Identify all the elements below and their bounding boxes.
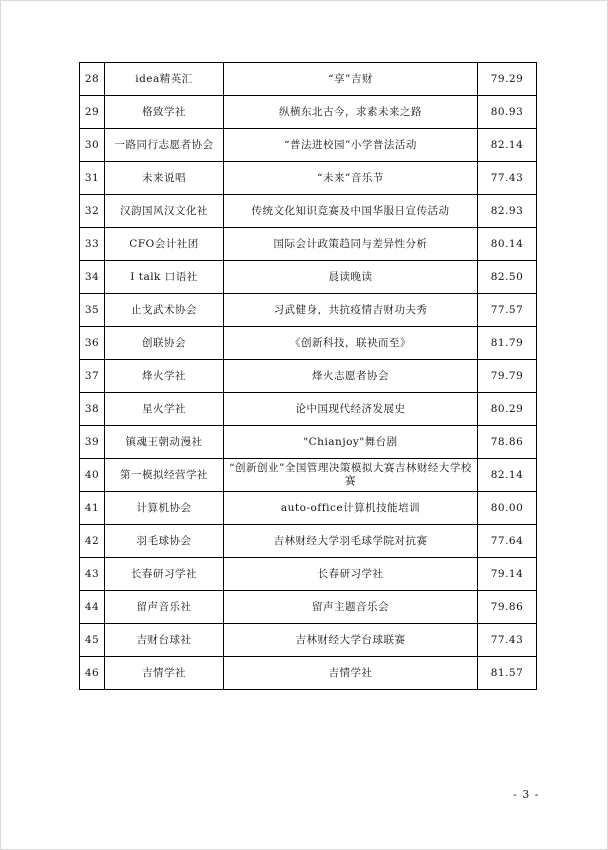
table-row	[80, 294, 537, 327]
row-number-cell: 30	[80, 129, 105, 162]
row-number-cell: 34	[80, 261, 105, 294]
activity-name-cell: “普法进校园”小学普法活动	[224, 129, 478, 162]
table-row	[80, 459, 537, 492]
score-cell: 82.14	[478, 459, 537, 492]
club-name-cell: 未来说唱	[105, 162, 224, 195]
row-number-cell: 36	[80, 327, 105, 360]
table-row	[80, 195, 537, 228]
club-name-cell: 星火学社	[105, 393, 224, 426]
table-row	[80, 96, 537, 129]
score-cell: 79.79	[478, 360, 537, 393]
club-name-cell: 留声音乐社	[105, 591, 224, 624]
row-number-cell: 31	[80, 162, 105, 195]
club-name-cell: 镇魂王朝动漫社	[105, 426, 224, 459]
score-cell: 80.00	[478, 492, 537, 525]
row-number-cell: 42	[80, 525, 105, 558]
club-name-cell: 格致学社	[105, 96, 224, 129]
score-cell: 77.64	[478, 525, 537, 558]
score-cell: 80.93	[478, 96, 537, 129]
score-cell: 79.29	[478, 63, 537, 96]
score-cell: 78.86	[478, 426, 537, 459]
table-row	[80, 162, 537, 195]
score-cell: 82.14	[478, 129, 537, 162]
table-row	[80, 261, 537, 294]
club-name-cell: 创联协会	[105, 327, 224, 360]
score-cell: 77.57	[478, 294, 537, 327]
table-row	[80, 327, 537, 360]
score-cell: 81.57	[478, 657, 537, 690]
activity-name-cell: 习武健身，共抗疫情吉财功夫秀	[224, 294, 478, 327]
activity-name-cell: 国际会计政策趋同与差异性分析	[224, 228, 478, 261]
row-number-cell: 37	[80, 360, 105, 393]
page-number: - 3 -	[513, 788, 540, 801]
activity-name-cell: 《创新科技，联袂而至》	[224, 327, 478, 360]
activity-name-cell: 传统文化知识竞赛及中国华服日宣传活动	[224, 195, 478, 228]
club-name-cell: 第一模拟经营学社	[105, 459, 224, 492]
row-number-cell: 33	[80, 228, 105, 261]
table-body	[80, 63, 537, 690]
table-row	[80, 129, 537, 162]
club-name-cell: 烽火学社	[105, 360, 224, 393]
table-row	[80, 492, 537, 525]
club-name-cell: 吉情学社	[105, 657, 224, 690]
score-cell: 82.50	[478, 261, 537, 294]
row-number-cell: 28	[80, 63, 105, 96]
row-number-cell: 32	[80, 195, 105, 228]
activity-name-cell: "Chianjoy"舞台剧	[224, 426, 478, 459]
activity-name-cell: 纵横东北古今，求素未来之路	[224, 96, 478, 129]
club-name-cell: 汉韵国风汉文化社	[105, 195, 224, 228]
table-row	[80, 360, 537, 393]
row-number-cell: 46	[80, 657, 105, 690]
table-row	[80, 228, 537, 261]
table-row	[80, 657, 537, 690]
club-score-table	[79, 62, 537, 690]
score-cell: 79.86	[478, 591, 537, 624]
club-name-cell: 吉财台球社	[105, 624, 224, 657]
club-name-cell: I talk 口语社	[105, 261, 224, 294]
row-number-cell: 40	[80, 459, 105, 492]
score-cell: 81.79	[478, 327, 537, 360]
activity-name-cell: 留声主题音乐会	[224, 591, 478, 624]
row-number-cell: 38	[80, 393, 105, 426]
activity-name-cell: 吉情学社	[224, 657, 478, 690]
activity-name-cell: 晨读晚读	[224, 261, 478, 294]
table-row	[80, 426, 537, 459]
row-number-cell: 39	[80, 426, 105, 459]
row-number-cell: 41	[80, 492, 105, 525]
score-cell: 77.43	[478, 162, 537, 195]
score-cell: 82.93	[478, 195, 537, 228]
row-number-cell: 44	[80, 591, 105, 624]
row-number-cell: 43	[80, 558, 105, 591]
club-name-cell: 长春研习学社	[105, 558, 224, 591]
club-name-cell: idea精英汇	[105, 63, 224, 96]
club-name-cell: 止戈武术协会	[105, 294, 224, 327]
table-row	[80, 525, 537, 558]
table-row	[80, 393, 537, 426]
row-number-cell: 45	[80, 624, 105, 657]
activity-name-cell: auto-office计算机技能培训	[224, 492, 478, 525]
activity-name-cell: 烽火志愿者协会	[224, 360, 478, 393]
activity-name-cell: 吉林财经大学台球联赛	[224, 624, 478, 657]
score-cell: 80.29	[478, 393, 537, 426]
table-row	[80, 591, 537, 624]
table-row	[80, 63, 537, 96]
row-number-cell: 35	[80, 294, 105, 327]
activity-name-cell: “创新创业”全国管理决策模拟大赛吉林财经大学校赛	[224, 459, 478, 492]
club-name-cell: 羽毛球协会	[105, 525, 224, 558]
table-row	[80, 624, 537, 657]
club-name-cell: 计算机协会	[105, 492, 224, 525]
table-row	[80, 558, 537, 591]
activity-name-cell: “享”吉财	[224, 63, 478, 96]
score-cell: 80.14	[478, 228, 537, 261]
activity-name-cell: 吉林财经大学羽毛球学院对抗赛	[224, 525, 478, 558]
club-name-cell: 一路同行志愿者协会	[105, 129, 224, 162]
club-name-cell: CFO会计社团	[105, 228, 224, 261]
score-cell: 77.43	[478, 624, 537, 657]
activity-name-cell: 论中国现代经济发展史	[224, 393, 478, 426]
activity-name-cell: 长春研习学社	[224, 558, 478, 591]
row-number-cell: 29	[80, 96, 105, 129]
score-cell: 79.14	[478, 558, 537, 591]
activity-name-cell: “未来”音乐节	[224, 162, 478, 195]
